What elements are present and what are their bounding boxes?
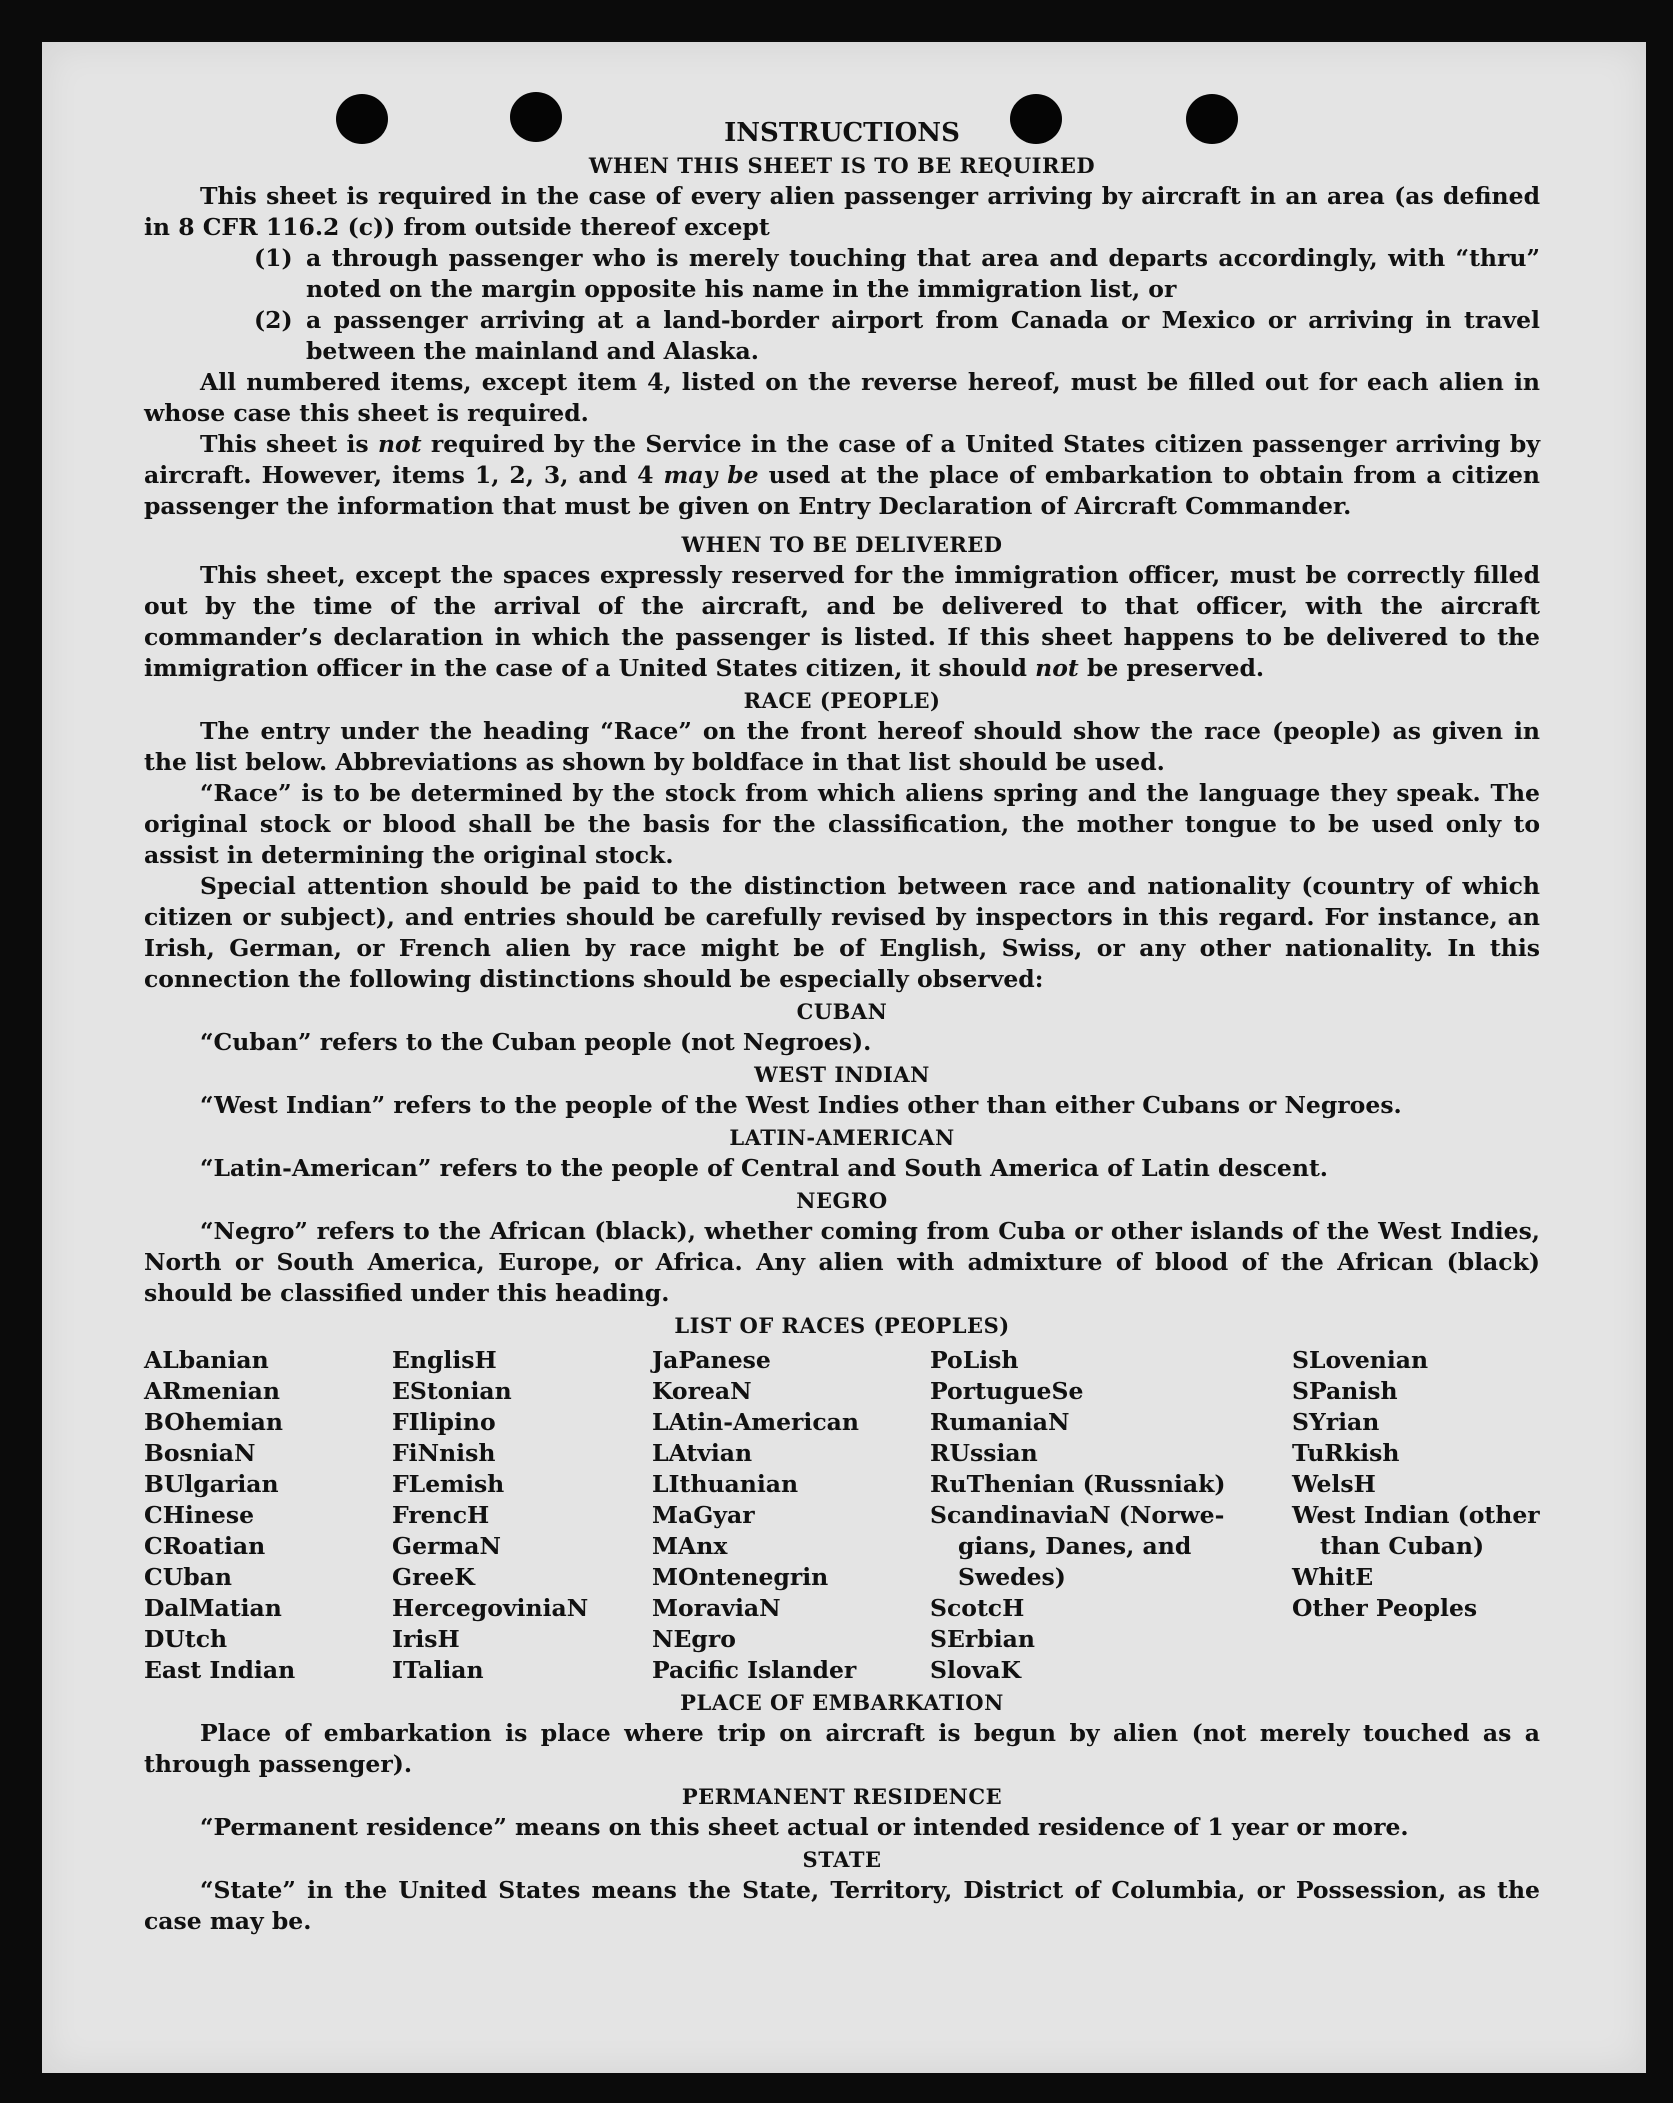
race-entry: ITalian (392, 1656, 484, 1684)
race-entry: JaPanese (652, 1346, 771, 1374)
race-entry: MaGyar (652, 1501, 755, 1529)
race-entry: TuRkish (1292, 1439, 1400, 1467)
section-heading-list-of-races: LIST OF RACES (PEOPLES) (674, 1313, 1010, 1338)
text-run: This sheet is (200, 430, 378, 458)
paragraph: “West Indian” refers to the people of the West Indies other than either Cubans or Negroes. (200, 1091, 1402, 1119)
races-column (144, 1345, 392, 1686)
race-entry: PortugueSe (930, 1377, 1084, 1405)
section-heading-race: RACE (PEOPLE) (743, 688, 941, 713)
text-run: required by the Service in the case of a United States citizen passenger arriving by aircraft. However, items 1, 2, 3, and 4 (144, 430, 1540, 489)
instructions-content (144, 118, 1540, 1937)
item-number: (1) (254, 244, 293, 272)
race-entry: Pacific Islander (652, 1656, 857, 1684)
race-entry: EStonian (392, 1377, 512, 1405)
race-entry: FIlipino (392, 1408, 496, 1436)
paragraph: This sheet is required in the case of every alien passenger arriving by aircraft in an area (as defined in 8 CFR 116.2 (c)) from outside thereof except (144, 182, 1540, 241)
race-entry: East Indian (144, 1656, 296, 1684)
italic-text: may be (663, 461, 759, 489)
paragraph (144, 429, 1540, 522)
section-heading-negro: NEGRO (796, 1188, 888, 1213)
race-entry: CHinese (144, 1501, 255, 1529)
race-entry: SErbian (930, 1625, 1035, 1653)
paragraph: Place of embarkation is place where trip on aircraft is begun by alien (not merely touched as a through passenger). (144, 1719, 1540, 1778)
race-entry: ALbanian (144, 1346, 269, 1374)
race-entry: DUtch (144, 1625, 228, 1653)
list-item (254, 305, 1540, 367)
list-item (254, 243, 1540, 305)
race-entry: Other Peoples (1292, 1594, 1478, 1622)
race-entry: BOhemian (144, 1408, 283, 1436)
race-entry: WhitE (1292, 1563, 1374, 1591)
section-heading-west-indian: WEST INDIAN (754, 1062, 930, 1087)
paragraph: “Latin-American” refers to the people of Central and South America of Latin descent. (200, 1154, 1328, 1182)
paragraph (144, 560, 1540, 684)
race-entry: WelsH (1292, 1470, 1376, 1498)
section-heading-cuban: CUBAN (796, 999, 888, 1024)
text-run: This sheet, except the spaces expressly reserved for the immigration officer, must be correctly filled out by the time of the arrival of the aircraft, and be delivered to that officer, with the aircraft commander’s declaration in which the passenger is listed. If this sheet happens to be delivered to the immigration officer in the case of a United States citizen, it should (144, 561, 1540, 682)
race-entry: West Indian (other (1292, 1501, 1540, 1529)
race-entry: LAtvian (652, 1439, 753, 1467)
race-entry: DalMatian (144, 1594, 282, 1622)
paragraph: All numbered items, except item 4, listed on the reverse hereof, must be filled out for each alien in whose case this sheet is required. (144, 368, 1540, 427)
paragraph: “State” in the United States means the State, Territory, District of Columbia, or Possession, as the case may be. (144, 1876, 1540, 1935)
race-entry: CRoatian (144, 1532, 266, 1560)
race-entry: PoLish (930, 1346, 1019, 1374)
paragraph: The entry under the heading “Race” on the front hereof should show the race (people) as given in the list below. Abbreviations as shown by boldface in that list should be used. (144, 717, 1540, 776)
race-entry: SLovenian (1292, 1346, 1429, 1374)
race-entry: RumaniaN (930, 1408, 1070, 1436)
race-entry: IrisH (392, 1625, 460, 1653)
race-entry: SlovaK (930, 1656, 1021, 1684)
race-entry: RUssian (930, 1439, 1038, 1467)
race-entry: GreeK (392, 1563, 475, 1591)
paragraph: “Race” is to be determined by the stock from which aliens spring and the language they speak. The original stock or blood shall be the basis for the classification, the mother tongue to be used only to assist in determining the original stock. (144, 779, 1540, 869)
paragraph: “Permanent residence” means on this sheet actual or intended residence of 1 year or more. (200, 1813, 1409, 1841)
text-run: used at the place of embarkation to obtain from a citizen passenger the information that must be given on Entry Declaration of Aircraft Commander. (144, 461, 1541, 520)
item-number: (2) (254, 306, 293, 334)
race-entry: CUban (144, 1563, 232, 1591)
race-entry: ScotcH (930, 1594, 1025, 1622)
race-entry: than Cuban) (1320, 1532, 1485, 1560)
paragraph: “Cuban” refers to the Cuban people (not Negroes). (200, 1028, 872, 1056)
race-entry: SPanish (1292, 1377, 1398, 1405)
race-entry: BosniaN (144, 1439, 256, 1467)
race-entry: HercegoviniaN (392, 1594, 589, 1622)
race-entry: KoreaN (652, 1377, 752, 1405)
races-column (1292, 1345, 1540, 1686)
section-heading-state: STATE (802, 1847, 882, 1872)
race-entry: SYrian (1292, 1408, 1380, 1436)
page-title: INSTRUCTIONS (724, 118, 960, 148)
race-entry: MoraviaN (652, 1594, 781, 1622)
italic-text: not (377, 430, 422, 458)
race-entry: LIthuanian (652, 1470, 799, 1498)
race-entry: ScandinaviaN (Norwe- (930, 1501, 1225, 1529)
race-entry: EnglisH (392, 1346, 497, 1374)
race-entry: FiNnish (392, 1439, 496, 1467)
race-entry: RuThenian (Russniak) (930, 1470, 1226, 1498)
paragraph: Special attention should be paid to the distinction between race and nationality (country of which citizen or subject), and entries should be carefully revised by inspectors in this regard. For instance, an Irish, German, or French alien by race might be of English, Swiss, or any other nationality. In this connection the following distinctions should be especially observed: (144, 872, 1540, 993)
item-text: a through passenger who is merely touching that area and departs accordingly, with “thru” noted on the margin opposite his name in the immigration list, or (306, 244, 1540, 303)
race-entry: LAtin-American (652, 1408, 859, 1436)
race-entry: GermaN (392, 1532, 501, 1560)
italic-text: not (1035, 654, 1079, 682)
race-entry: Swedes) (958, 1563, 1066, 1591)
races-column (392, 1345, 652, 1686)
race-entry: MAnx (652, 1532, 728, 1560)
section-heading-residence: PERMANENT RESIDENCE (681, 1784, 1003, 1809)
races-list (144, 1345, 1540, 1686)
race-entry: BUlgarian (144, 1470, 279, 1498)
section-heading-when-delivered: WHEN TO BE DELIVERED (681, 532, 1003, 557)
text-run: be preserved. (1078, 654, 1265, 682)
races-column (930, 1345, 1292, 1686)
race-entry: FrencH (392, 1501, 490, 1529)
item-text: a passenger arriving at a land-border airport from Canada or Mexico or arriving in travel between the mainland and Alaska. (306, 306, 1540, 365)
section-heading-embarkation: PLACE OF EMBARKATION (680, 1690, 1004, 1715)
race-entry: gians, Danes, and (958, 1532, 1192, 1560)
race-entry: MOntenegrin (652, 1563, 829, 1591)
race-entry: NEgro (652, 1625, 736, 1653)
paragraph: “Negro” refers to the African (black), whether coming from Cuba or other islands of the West Indies, North or South America, Europe, or Africa. Any alien with admixture of blood of the African (black) should be classified under this heading. (144, 1217, 1540, 1307)
race-entry: FLemish (392, 1470, 505, 1498)
section-heading-when-required: WHEN THIS SHEET IS TO BE REQUIRED (588, 153, 1096, 178)
races-column (652, 1345, 930, 1686)
race-entry: ARmenian (144, 1377, 280, 1405)
section-heading-latin-american: LATIN-AMERICAN (729, 1125, 955, 1150)
